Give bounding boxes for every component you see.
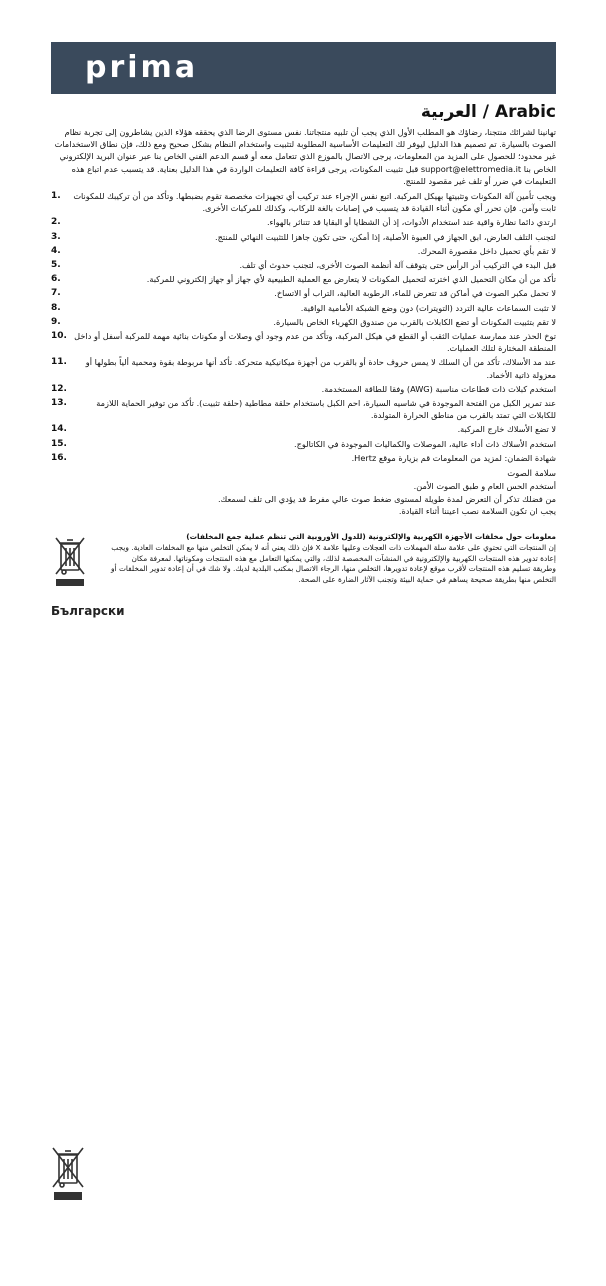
list-item	[51, 383, 556, 395]
list-item	[51, 438, 556, 450]
item-number: 9.	[51, 316, 61, 327]
item-number: 1.	[51, 191, 61, 202]
sound-safety-line: من فضلك تذكر أن التعرض لمدة طويلة لمستوى ضغط صوت عالي مفرط قد يؤدي الى تلف لسمعك.	[217, 493, 556, 504]
item-text: لا تثبت السماعات عالية التردد (التويترات) دون وضع الشبكة الأمامية الواقية.	[300, 302, 556, 313]
item-text: لتجنب التلف العارض، ابق الجهاز في العبوة الأصلية، إذا أمكن، حتى تكون جاهزا للتثبيت النهائي للمنتج.	[215, 231, 556, 242]
sound-safety-line: أستخدم الحس العام و طبق الصوت الأمن.	[413, 481, 556, 492]
item-number: 7.	[51, 288, 61, 299]
arabic-section	[51, 100, 556, 518]
sound-safety-heading: سلامة الصوت	[507, 469, 556, 480]
weee-notice	[51, 532, 556, 592]
item-text: تأكد من أن مكان التحميل الذي اخترته لتحميل المكونات لا يتعارض مع العملية الطبيعية لأي جهاز أو جهاز إلكتروني للمركبة.	[146, 274, 556, 285]
crossed-bin-icon	[53, 534, 87, 588]
item-number: 11.	[51, 357, 67, 368]
list-item	[51, 452, 556, 464]
list-item	[51, 273, 556, 285]
item-number: 6.	[51, 274, 61, 285]
instruction-list	[51, 190, 556, 464]
item-text: شهادة الضمان: لمزيد من المعلومات قم بزيارة موقع Hertz.	[351, 452, 556, 463]
item-text: ارتدي دائما نظارة واقية عند استخدام الأدوات، إذ أن الشظايا أو البقايا قد تتناثر بالهواء.	[266, 217, 556, 228]
item-number: 4.	[51, 245, 61, 256]
item-number: 16.	[51, 452, 67, 463]
sound-safety	[51, 468, 556, 518]
item-number: 10.	[51, 331, 67, 342]
item-number: 2.	[51, 217, 61, 228]
item-text: عند تمرير الكبل من الفتحة الموجودة في شاسيه السيارة، احم الكبل باستخدام حلقة مطاطية (حلقة تثبيت). تأكد من توفير الحماية اللازمة للكابلات التي تمتد بالقرب من مناطق الحرارة المتولدة.	[96, 398, 556, 421]
item-number: 14.	[51, 424, 67, 435]
item-number: 12.	[51, 383, 67, 394]
sound-safety-line: يجب ان تكون السلامة نصب اعيننا أثناء القيادة.	[398, 506, 556, 517]
list-item	[51, 423, 556, 435]
item-text: استخدم كبلات ذات قطاعات مناسبة (AWG) وفقا للطاقة المستخدمة.	[321, 383, 556, 394]
item-text: لا تحمل مكبر الصوت في أماكن قد تتعرض للماء، الرطوبة العالية، التراب أو الاتساخ.	[274, 288, 556, 299]
weee-title: معلومات حول مخلفات الأجهزة الكهربية والإلكترونية (للدول الأوروبية التي تنظم عملية جمع المخلفات)	[186, 532, 556, 541]
list-item	[51, 245, 556, 257]
weee-body: إن المنتجات التي تحتوي على علامة سلة المهملات ذات العجلات وعليها علامة X فإن ذلك يعني أنه لا يمكن التخلص منها مع المخلفات العادية. ويجب إعادة تدوير هذه المنتجات الكهربية والإلكترونية في المنشآت المخصصة لذلك، والتي يمكنها التعامل مع هذه المنتجات ومكوناتها. لمعرفة مكان وطريقة تسليم هذه المنتجات لأقرب موقع لإعادة تدويرها، التخلص منها، الرجاء الاتصال بمكتب البلدية لديك. ولا شك في أن إعادة تدوير المخلفات أو التخلص منها بطريقة صحيحة يساهم في حماية البيئة وتجنب الآثار الضارة على الصحة.	[110, 542, 556, 585]
list-item	[51, 216, 556, 228]
item-text: عند مد الأسلاك، تأكد من أن السلك لا يمس حروف حادة أو بالقرب من أجهزة ميكانيكية متحركة. تأكد أنها مربوطة بقوة ومحمية ألياً بطولها أو معزولة ذاتية الأخماد.	[85, 357, 556, 380]
list-item	[51, 302, 556, 314]
item-text: لا تضع الأسلاك خارج المركبة.	[457, 424, 556, 435]
list-item	[51, 287, 556, 299]
list-item	[51, 190, 556, 214]
bulgarian-heading: Български	[51, 604, 125, 618]
item-number: 5.	[51, 260, 61, 271]
item-text: ويجب تأمين آلة المكونات وتثبيتها بهيكل المركبة. اتبع نفس الإجراء عند تركيب أي تجهيزات مخصصة تقوم بضبطها. وتأكد من أن تركيبك للمكونات ثابت وآمن. فإن تحرر أي مكون أثناء القيادة قد يتسبب في إصابات بالغة للركاب، وكذلك للمركبات الأخرى.	[73, 191, 556, 214]
brand-logo: prima	[85, 50, 199, 85]
item-text: لا تقم بأي تحميل داخل مقصورة المحرك.	[417, 245, 556, 256]
arabic-title: Arabic / العربية	[420, 102, 556, 122]
list-item	[51, 356, 556, 380]
list-item	[51, 231, 556, 243]
weee-text	[106, 532, 556, 586]
list-item	[51, 259, 556, 271]
item-number: 8.	[51, 302, 61, 313]
item-number: 3.	[51, 231, 61, 242]
crossed-bin-icon	[50, 1144, 86, 1202]
list-item	[51, 397, 556, 421]
item-text: استخدم الأسلاك ذات أداء عالية، الموصلات والكماليات الموجودة في الكاتالوج.	[294, 438, 556, 449]
item-text: قبل البدء في التركيب أدر الرأس حتى يتوقف آلة أنظمة الصوت الأخرى، لتجنب حدوث أي تلف.	[239, 260, 556, 271]
item-number: 15.	[51, 438, 67, 449]
item-number: 13.	[51, 398, 67, 409]
arabic-intro: تهانينا لشرائك منتجنا، رضاؤك هو المطلب الأول الذي يجب أن تلبيه منتجاتنا. نفس مستوى الرضا الذي يحققه هؤلاء الذين يشاطرون إلى تجربة نظام الصوت بالسيارة. تم تصميم هذا الدليل ليوفر لك التعليمات الأساسية المطلوبة لتثبيت واستخدام النظام بشكل صحيح ومع ذلك، فإن نطاق الاستخدامات غير محدود؛ للحصول على المزيد من المعلومات، يرجى الاتصال بالموزع الذي تتعامل معه أو قسم الدعم الفني الخاص بنا عبر عنوان البريد الإلكتروني الخاص بنا support@elettromedia.it قبل تثبيت المكونات، يرجى قراءة كافة التعليمات الواردة في هذا الدليل بعناية. قد يتسبب عدم اتباع هذه التعليمات في ضرر أو تلف غير مقصود للمنتج.	[54, 127, 556, 186]
brand-banner	[51, 42, 556, 94]
item-text: توخ الحذر عند ممارسة عمليات الثقب أو القطع في هيكل المركبة، وتأكد من عدم وجود أي وصلات أو مكونات بنائية مهمة للمركبة أسفل أو داخل المنطقة المختارة لتلك العمليات.	[74, 331, 556, 354]
list-item	[51, 316, 556, 328]
item-text: لا تقم بتثبيت المكونات أو تضع الكابلات بالقرب من صندوق الكهرباء الخاص بالسيارة.	[273, 316, 556, 327]
list-item	[51, 330, 556, 354]
